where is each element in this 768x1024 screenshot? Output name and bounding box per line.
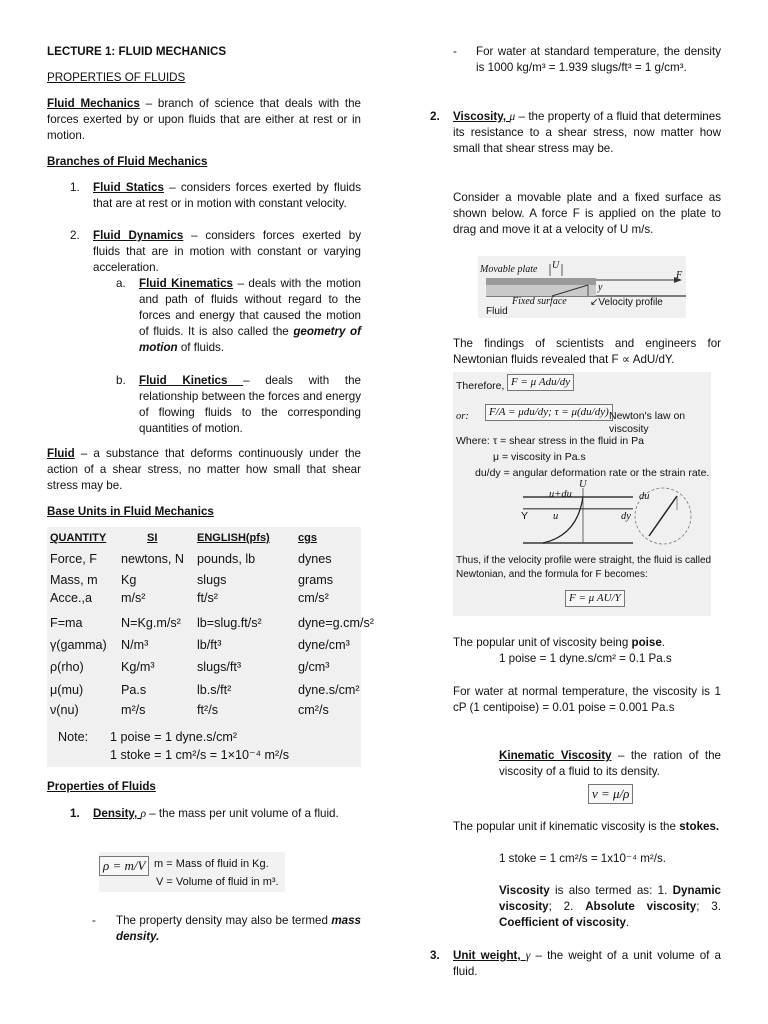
table-cell: Mass, m	[50, 573, 98, 587]
table-cell: pounds, lb	[197, 552, 256, 566]
poise-text-end: .	[661, 636, 666, 649]
table-cell: cm²/s	[298, 703, 329, 717]
table-cell: cm/s²	[298, 591, 329, 605]
base-units-table	[47, 527, 374, 767]
where-mu: μ = viscosity in Pa.s	[493, 451, 586, 463]
velocity-gradient-diagram	[503, 480, 703, 552]
density-symbol: ρ	[140, 807, 147, 820]
fluid-kinetics-def: – deals with the relationship between the forces and energy of flowing fluids to the corresponding quantities of motion.	[139, 374, 362, 435]
mass-density-emphasis: mass density.	[116, 914, 361, 943]
poise-text: The popular unit of viscosity being	[453, 636, 632, 649]
unit-weight-symbol: γ	[525, 949, 531, 962]
viscosity-terms-2: ; 2.	[548, 900, 586, 913]
density-item	[93, 806, 361, 822]
table-cell: grams	[298, 573, 333, 587]
where-label: Where:	[456, 435, 490, 447]
density-term: Density,	[93, 807, 141, 820]
branch-b-letter: b.	[116, 374, 126, 387]
table-cell: slugs	[197, 573, 227, 587]
viscosity-terms-1: is also termed as: 1.	[549, 884, 673, 897]
lecture-title: LECTURE 1: FLUID MECHANICS	[47, 45, 227, 58]
stokes-text: The popular unit if kinematic viscosity is the	[453, 820, 680, 833]
viscosity-terms-3: ; 3.	[696, 900, 721, 913]
fluid-label: Fluid	[486, 306, 508, 317]
density-volume-legend: V = Volume of fluid in m³.	[156, 876, 279, 888]
velocity-profile-text: Velocity profile	[598, 297, 663, 308]
table-cell: Kg/m³	[121, 660, 155, 674]
force-formula: F = μ Adu/dy	[507, 374, 574, 391]
geometry-of-motion-emphasis: geometry of motion	[139, 325, 361, 354]
unit-weight-def: – the weight of a unit volume of a fluid.	[453, 949, 721, 978]
unit-weight-number: 3.	[430, 949, 440, 962]
stokes-unit-text	[453, 819, 721, 835]
fluid-dynamics-term: Fluid Dynamics	[93, 229, 184, 242]
table-cell: m/s²	[121, 591, 146, 605]
branch-1-number: 1.	[70, 181, 80, 194]
or-label: or:	[456, 411, 469, 422]
fluid-kinematics-term: Fluid Kinematics	[139, 277, 234, 290]
density-formula: ρ = m/V	[99, 856, 149, 876]
fluid-mechanics-definition	[47, 96, 361, 144]
diagram-u-top: U	[579, 479, 587, 490]
therefore-label: Therefore,	[456, 380, 505, 392]
water-density-dash: -	[453, 45, 457, 58]
table-cell: m²/s	[121, 703, 146, 717]
newtonian-force-formula: F = μ AU/Y	[565, 590, 625, 607]
viscosity-item	[453, 109, 721, 157]
newtonian-straight-text-1: Thus, if the velocity profile were straight, the fluid is called	[456, 555, 712, 566]
poise-bold: poise	[631, 636, 662, 649]
fluid-kinematics-item	[139, 276, 361, 356]
table-cell: N=Kg.m/s²	[121, 616, 181, 630]
plate-figure	[478, 256, 686, 318]
newtonian-findings-text: The findings of scientists and engineers for Newtonian fluids revealed that F ∝ AdU/dY.	[453, 337, 721, 366]
table-cell: dyne.s/cm²	[298, 683, 360, 697]
density-mass-legend: m = Mass of fluid in Kg.	[154, 858, 269, 870]
table-cell: N/m³	[121, 638, 149, 652]
fluid-definition	[47, 446, 361, 494]
fluid-dynamics-def: – considers forces exerted by fluids that are in motion with constant or varying acceleration.	[93, 229, 361, 274]
table-header-quantity: QUANTITY	[50, 532, 107, 544]
base-units-heading: Base Units in Fluid Mechanics	[47, 505, 214, 518]
table-cell: Force, F	[50, 552, 97, 566]
density-number: 1.	[70, 807, 80, 820]
fluid-def-text: – a substance that deforms continuously under the action of a shear stress, no matter how small that shear stress may be.	[47, 447, 361, 492]
shear-stress-formula: F/A = μdu/dy; τ = μ(du/dy)	[485, 404, 613, 421]
kinematic-viscosity-term: Kinematic Viscosity	[499, 749, 612, 762]
table-cell: γ(gamma)	[50, 638, 107, 652]
water-density-note: For water at standard temperature, the density is 1000 kg/m³ = 1.939 slugs/ft³ = 1 g/cm³.	[476, 45, 721, 74]
table-cell: dyne/cm³	[298, 638, 350, 652]
branch-a-letter: a.	[116, 277, 126, 290]
viscosity-term: Viscosity,	[453, 110, 510, 123]
plate-y-label: y	[598, 282, 603, 293]
velocity-profile-label: ↙Velocity profile	[590, 297, 663, 308]
fluid-kinetics-term: Fluid Kinetics	[139, 374, 244, 387]
table-cell: ft²/s	[197, 703, 218, 717]
stokes-bold: stokes.	[679, 820, 720, 833]
stokes-equation: 1 stoke = 1 cm²/s = 1x10⁻⁴ m²/s.	[499, 852, 667, 865]
table-cell: lb.s/ft²	[197, 683, 232, 697]
viscosity-terms-end: .	[625, 916, 630, 929]
plate-u-label: U	[552, 260, 560, 271]
table-cell: Acce.,a	[50, 591, 92, 605]
diagram-u: u	[553, 511, 559, 522]
table-cell: slugs/ft³	[197, 660, 242, 674]
unit-weight-term: Unit weight,	[453, 949, 526, 962]
fluid-statics-term: Fluid Statics	[93, 181, 164, 194]
table-header-si: SI	[147, 532, 158, 544]
table-cell: dyne=g.cm/s²	[298, 616, 374, 630]
fluid-kinematics-def: – deals with the motion and path of fluids without regard to the forces and energy that caused the motion of fluids. It is also called the	[139, 277, 361, 338]
newton-law-figure	[453, 372, 711, 616]
density-note-dash: -	[92, 914, 96, 927]
viscosity-def: – the property of a fluid that determines its resistance to a shear stress, now matter how small that shear stress may be.	[453, 110, 721, 155]
kinematic-viscosity-formula: ν = μ/ρ	[588, 784, 633, 804]
table-cell: dynes	[298, 552, 332, 566]
properties-of-fluids-heading: Properties of Fluids	[47, 780, 156, 793]
properties-heading: PROPERTIES OF FLUIDS	[47, 71, 186, 84]
mass-density-note-text: The property density may also be termed	[116, 914, 332, 927]
table-note-label: Note:	[58, 730, 89, 744]
table-cell: ρ(rho)	[50, 660, 84, 674]
fluid-dynamics-item	[93, 228, 361, 276]
table-note-stoke: 1 stoke = 1 cm²/s = 1×10⁻⁴ m²/s	[110, 748, 289, 762]
kinematic-viscosity-item	[499, 748, 721, 780]
table-header-english: ENGLISH(pfs)	[197, 532, 270, 544]
table-cell: lb=slug.ft/s²	[197, 616, 262, 630]
mass-density-note	[116, 913, 361, 945]
dynamic-viscosity-bold: Dynamic viscosity	[499, 884, 721, 913]
coefficient-viscosity-bold: Coefficient of viscosity	[499, 916, 626, 929]
where-strain-rate: du/dy = angular deformation rate or the strain rate.	[475, 467, 710, 479]
newtonian-straight-text-2: Newtonian, and the formula for F becomes:	[456, 569, 648, 580]
fixed-surface-label: Fixed surface	[512, 296, 567, 307]
movable-plate-text: Consider a movable plate and a fixed surface as shown below. A force F is applied on the plate to drag and move it at a velocity of U m/s.	[453, 191, 721, 236]
movable-plate-label: Movable plate	[480, 264, 538, 275]
table-note-poise: 1 poise = 1 dyne.s/cm²	[110, 730, 238, 744]
diagram-y: Y	[521, 510, 529, 522]
table-header-cgs: cgs	[298, 532, 317, 544]
absolute-viscosity-bold: Absolute viscosity	[585, 900, 697, 913]
viscosity-terms-text	[499, 883, 721, 931]
branches-heading: Branches of Fluid Mechanics	[47, 155, 208, 168]
fluid-kinetics-item	[139, 373, 361, 437]
fluid-statics-def: – considers forces exerted by fluids that are at rest or in motion with constant velocity.	[93, 181, 361, 210]
kinematic-viscosity-def: – the ration of the viscosity of a fluid to its density.	[499, 749, 721, 778]
fluid-mechanics-term: Fluid Mechanics	[47, 97, 140, 110]
table-cell: Pa.s	[121, 683, 147, 697]
poise-unit-text	[453, 635, 721, 651]
viscosity-number: 2.	[430, 110, 440, 123]
table-cell: lb/ft³	[197, 638, 222, 652]
table-cell: F=ma	[50, 616, 83, 630]
fluid-mechanics-def-text: – branch of science that deals with the forces exerted by or upon fluids that are either at rest or in motion.	[47, 97, 361, 142]
density-formula-figure	[99, 852, 285, 892]
table-cell: ft/s²	[197, 591, 218, 605]
newton-law-label: Newton's law on viscosity	[609, 410, 686, 435]
diagram-u-du: u+du	[549, 489, 572, 500]
table-cell: newtons, N	[121, 552, 184, 566]
unit-weight-item	[453, 948, 721, 980]
viscosity-symbol: μ	[509, 110, 516, 123]
fluid-statics-item	[93, 180, 361, 212]
table-cell: ν(nu)	[50, 703, 79, 717]
poise-equation: 1 poise = 1 dyne.s/cm² = 0.1 Pa.s	[499, 652, 672, 665]
table-cell: μ(mu)	[50, 683, 84, 697]
water-viscosity-text: For water at normal temperature, the viscosity is 1 cP (1 centipoise) = 0.01 poise = 0.001 Pa.s	[453, 685, 721, 714]
branch-2-number: 2.	[70, 229, 80, 242]
plate-f-label: F	[676, 270, 683, 281]
fluid-kinematics-def-end: of fluids.	[177, 341, 225, 354]
table-cell: Kg	[121, 573, 137, 587]
fluid-term: Fluid	[47, 447, 75, 460]
where-tau: τ = shear stress in the fluid in Pa	[493, 435, 644, 447]
viscosity-bold: Viscosity	[499, 884, 550, 897]
diagram-dy: dy	[621, 511, 631, 522]
density-def: – the mass per unit volume of a fluid.	[146, 807, 339, 820]
table-cell: g/cm³	[298, 660, 330, 674]
diagram-du: du	[639, 491, 650, 502]
